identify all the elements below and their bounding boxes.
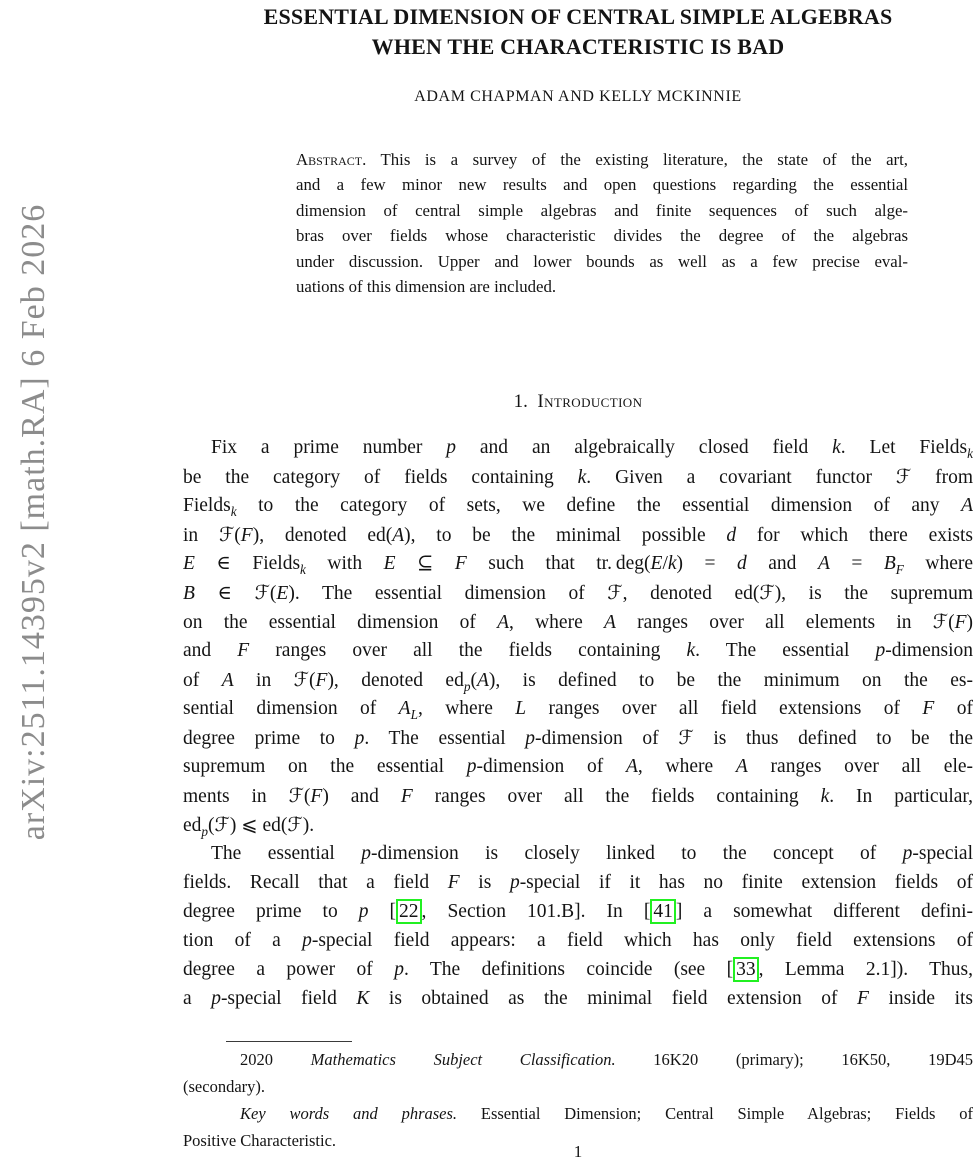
abstract-line: dimension of central simple algebras and finite sequences of such alge- <box>296 200 908 220</box>
citation-link-41[interactable]: 41 <box>650 899 676 924</box>
body-line: ments in ℱ(F) and F ranges over all the fields containing k. In particular, <box>183 784 973 807</box>
section-title: Introduction <box>537 391 643 412</box>
abstract-line: under discussion. Upper and lower bounds as well as a few precise eval- <box>296 251 908 271</box>
page-number: 1 <box>573 1142 583 1161</box>
body-line: fields. Recall that a field F is p-special if it has no finite extension fields of <box>183 872 973 893</box>
citation-link-22[interactable]: 22 <box>396 899 422 924</box>
body-line: of A in ℱ(F), denoted $ed_p(A)$, is defined to be the minimum on the es- <box>183 668 973 694</box>
section-number: 1. <box>513 391 528 412</box>
body-line: $ed_p(ℱ)$ ⩽ ed(ℱ). <box>183 813 315 839</box>
body-line: a p-special field K is obtained as the minimal field extension of F inside its <box>183 988 973 1009</box>
introduction-text <box>183 433 973 1013</box>
body-line: E ∈ Fields$_k$ with E ⊆ F such that tr. deg(E/k) = d and $A = B_F$ where <box>183 553 973 577</box>
body-line: and F ranges over all the fields containing k. The essential p-dimension <box>183 640 973 661</box>
body-line: The essential p-dimension is closely linked to the concept of p-special <box>211 843 973 864</box>
body-line: supremum on the essential p-dimension of A, where A ranges over all ele- <box>183 756 973 777</box>
body-line: tion of a p-special field appears: a field which has only field extensions of <box>183 930 973 951</box>
abstract-line: Abstract. This is a survey of the existing literature, the state of the art, <box>296 150 908 169</box>
footnote-line: (secondary). <box>183 1077 266 1096</box>
footnote-line: 2020 Mathematics Subject Classification. 16K20 (primary); 16K50, 19D45 <box>240 1050 973 1069</box>
footnote-block <box>183 1046 973 1154</box>
arxiv-watermark: arXiv:2511.14395v2 [math.RA] 6 Feb 2026 <box>15 203 52 841</box>
body-line: degree a power of p. The definitions coincide (see [ 33 , Lemma 2.1]). Thus, <box>183 959 973 980</box>
footnote-line: Positive Characteristic. <box>183 1131 337 1150</box>
body-line: be the category of fields containing k. Given a covariant functor ℱ from <box>183 465 973 488</box>
footnote-rule <box>226 1041 352 1042</box>
body-line: degree prime to p. The essential p-dimension of ℱ is thus defined to be the <box>183 726 973 749</box>
body-line: B ∈ ℱ(E). The essential dimension of ℱ, denoted ed(ℱ), is the supremum <box>183 581 973 604</box>
abstract-line: bras over fields whose characteristic divides the degree of the algebras <box>296 226 908 246</box>
body-line: sential dimension of $A_L$, where L ranges over all field extensions of F of <box>183 698 973 722</box>
body-line: in ℱ(F), denoted ed(A), to be the minimal possible d for which there exists <box>183 523 973 546</box>
body-line: Fix a prime number p and an algebraically closed field k. Let Fields$_k$ <box>211 437 973 461</box>
abstract-line: and a few minor new results and open questions regarding the essential <box>296 175 908 195</box>
paper-title <box>183 2 973 62</box>
citation-link-33[interactable]: 33 <box>733 957 759 982</box>
paper-title-line2: WHEN THE CHARACTERISTIC IS BAD <box>371 34 785 59</box>
section-heading <box>183 391 973 413</box>
body-line: Fields$_k$ to the category of sets, we define the essential dimension of any A <box>183 495 973 519</box>
body-line: degree prime to p [ 22 , Section 101.B]. In [ 41 ] a somewhat different defini- <box>183 901 973 922</box>
footnote-line: Key words and phrases. Essential Dimension; Central Simple Algebras; Fields of <box>240 1104 973 1123</box>
paper-title-line1: ESSENTIAL DIMENSION OF CENTRAL SIMPLE ALGEBRAS <box>263 4 893 29</box>
authors-line: ADAM CHAPMAN AND KELLY MCKINNIE <box>414 88 742 105</box>
abstract-line: uations of this dimension are included. <box>296 277 557 297</box>
body-line: on the essential dimension of A, where A ranges over all elements in ℱ(F) <box>183 610 973 633</box>
abstract-block <box>296 147 908 299</box>
